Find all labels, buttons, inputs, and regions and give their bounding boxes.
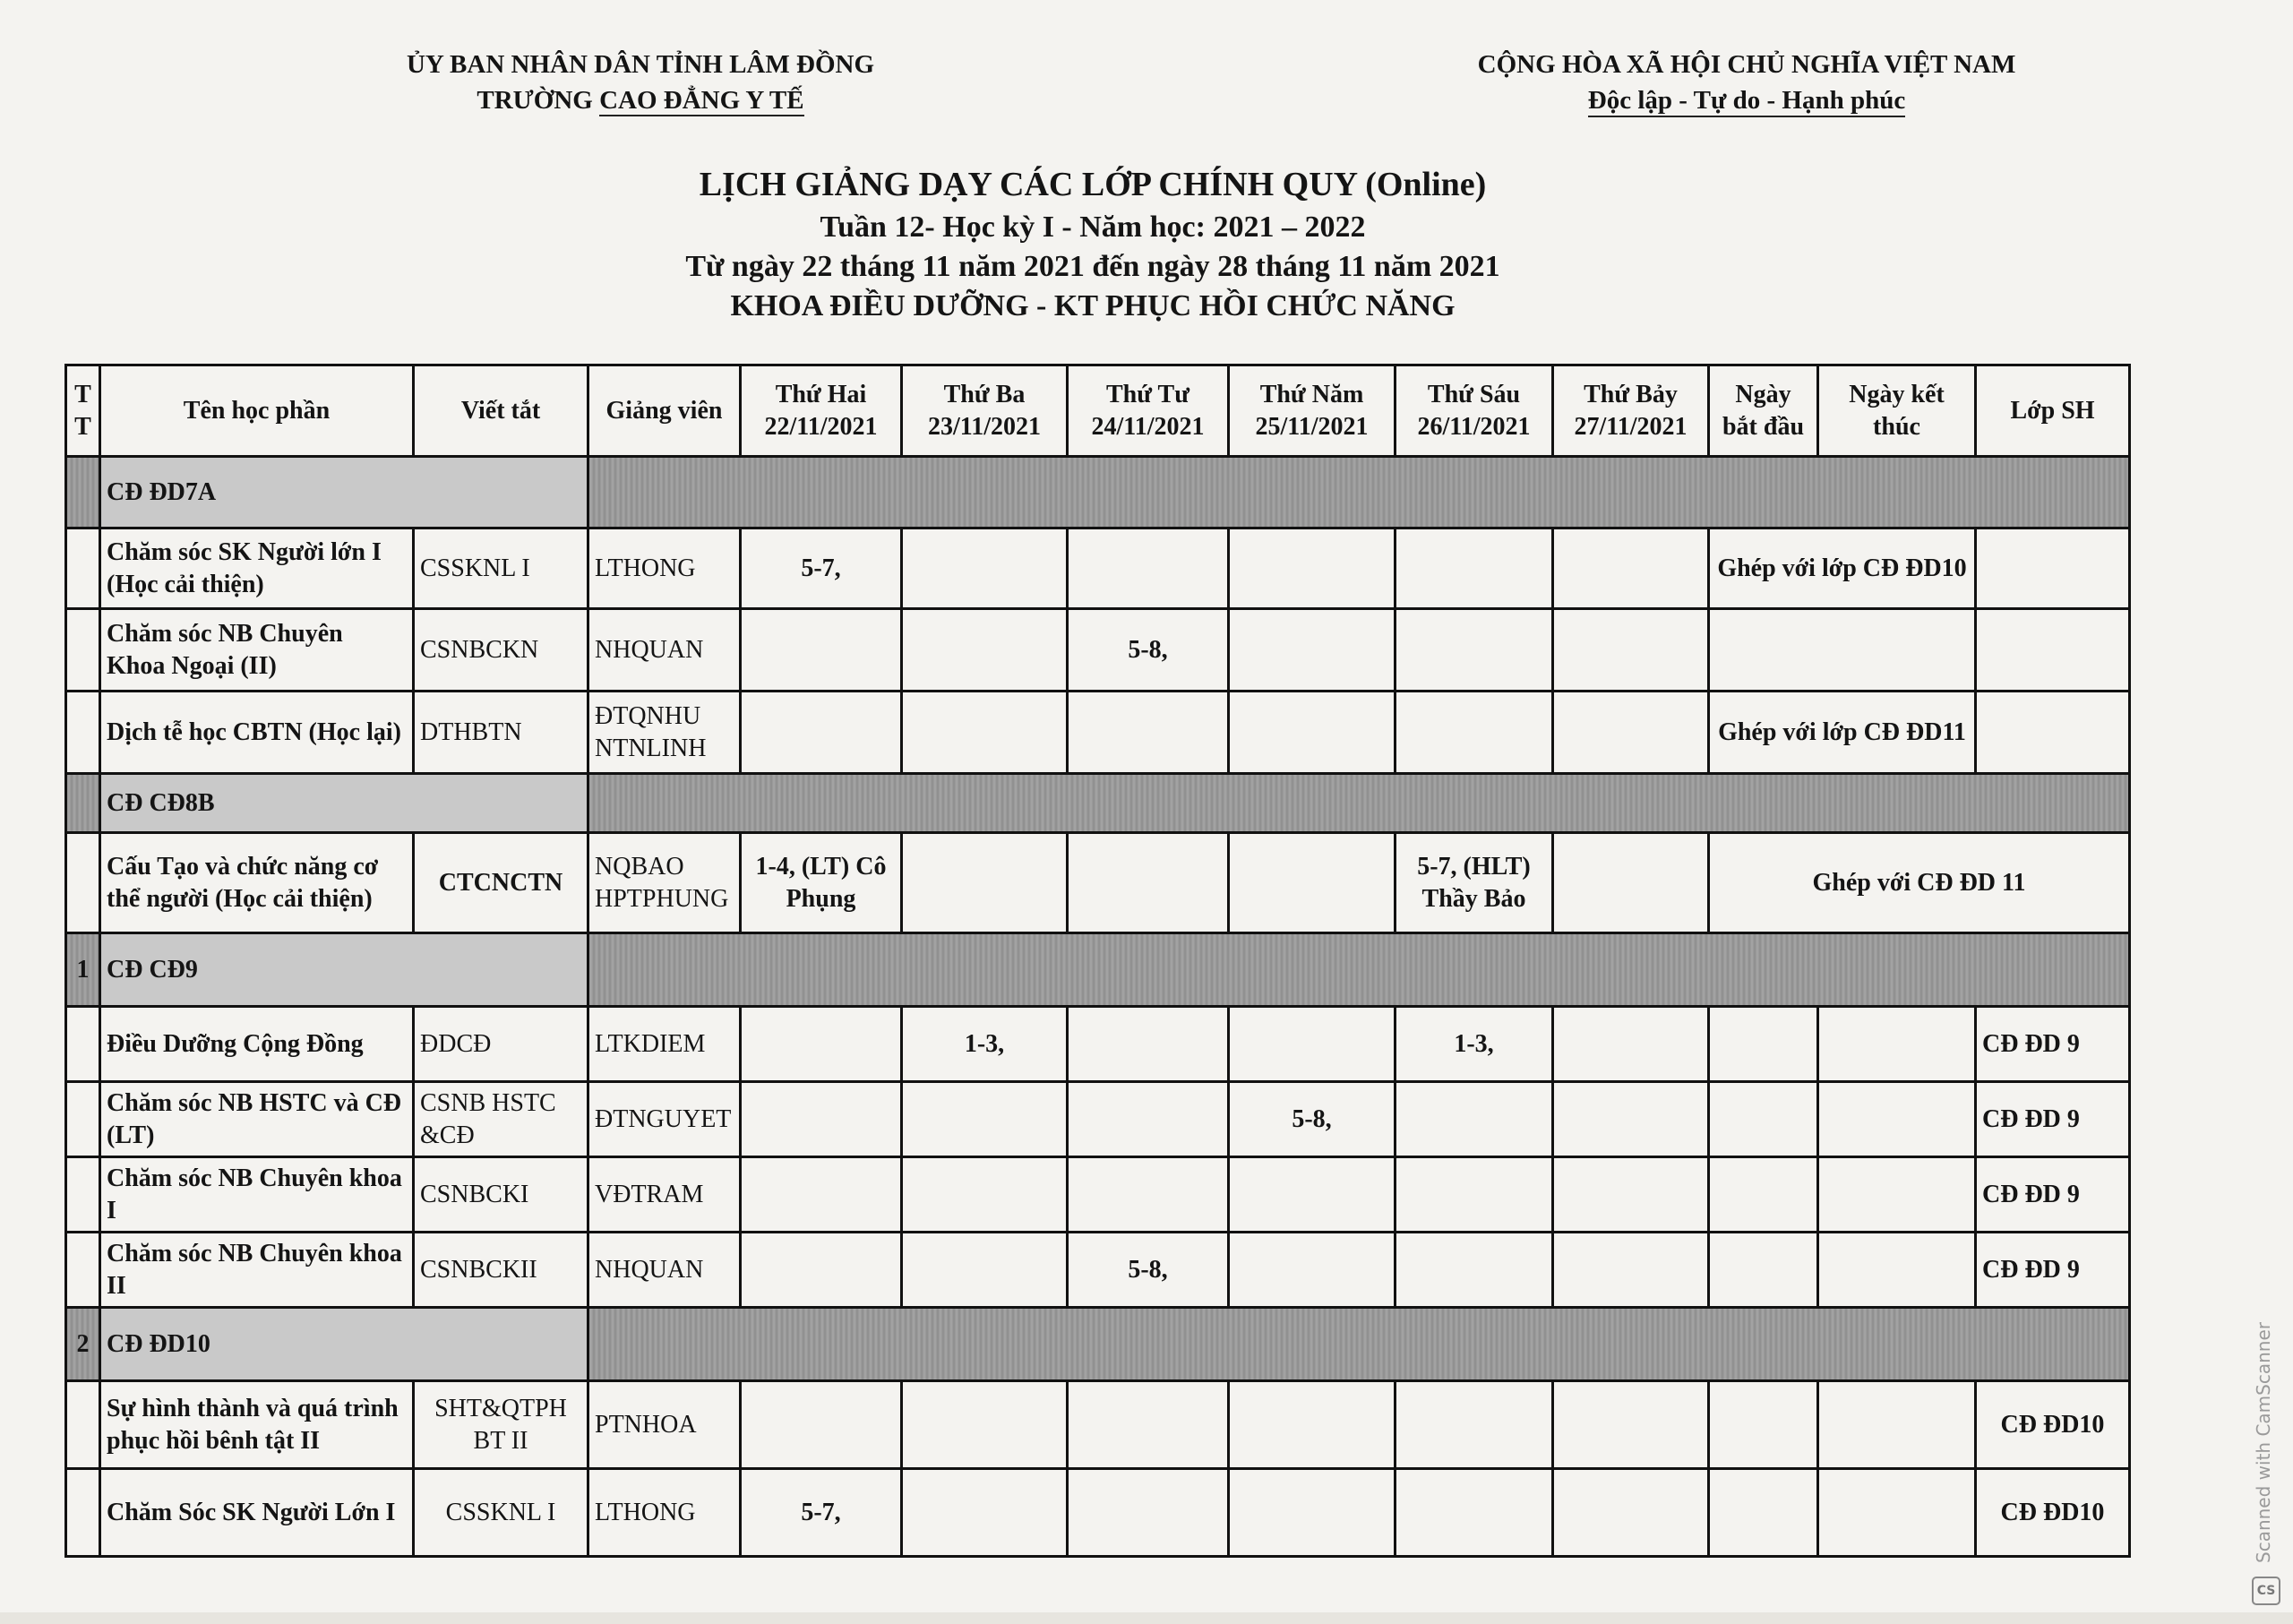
cell-wed bbox=[1068, 1469, 1229, 1557]
cell-abbr: CSNB HSTC &CĐ bbox=[414, 1082, 588, 1157]
school-name bbox=[322, 82, 958, 118]
cell-tue: 1-3, bbox=[902, 1007, 1068, 1082]
title-line2: Tuần 12- Học kỳ I - Năm học: 2021 – 2022 bbox=[820, 211, 1366, 244]
cell-wed bbox=[1068, 1157, 1229, 1233]
cell-sat bbox=[1553, 528, 1709, 609]
group-fill bbox=[588, 1308, 2130, 1381]
col-header-fri: Thứ Sáu 26/11/2021 bbox=[1396, 365, 1553, 457]
cell-course: Chăm sóc NB HSTC và CĐ (LT) bbox=[100, 1082, 414, 1157]
cell-mon bbox=[741, 1007, 902, 1082]
cell-sat bbox=[1553, 1157, 1709, 1233]
cell-sat bbox=[1553, 1233, 1709, 1308]
cell-fri: 5-7, (HLT) Thầy Bảo bbox=[1396, 833, 1553, 933]
cell-fri bbox=[1396, 1381, 1553, 1469]
cell-end bbox=[1818, 1007, 1976, 1082]
header-row bbox=[66, 365, 2130, 457]
schedule-table bbox=[64, 364, 2131, 1558]
table-row bbox=[66, 1469, 2130, 1557]
group-tt bbox=[66, 457, 100, 528]
national-header bbox=[1335, 47, 2159, 118]
cell-tue bbox=[902, 1469, 1068, 1557]
cell-class: CĐ ĐD10 bbox=[1976, 1469, 2130, 1557]
group-row bbox=[66, 1308, 2130, 1381]
cell-start bbox=[1709, 1082, 1818, 1157]
cell-end bbox=[1818, 1082, 1976, 1157]
group-row bbox=[66, 774, 2130, 833]
cell-lecturer: NQBAO HPTPHUNG bbox=[588, 833, 741, 933]
scanner-watermark: Scanned with CamScanner bbox=[2253, 1322, 2274, 1563]
national-motto: Độc lập - Tự do - Hạnh phúc bbox=[1588, 85, 1906, 117]
cell-end bbox=[1818, 1469, 1976, 1557]
cell-tue bbox=[902, 1157, 1068, 1233]
cell-course: Sự hình thành và quá trình phục hồi bênh tật II bbox=[100, 1381, 414, 1469]
cell-fri bbox=[1396, 528, 1553, 609]
table-row bbox=[66, 1233, 2130, 1308]
group-fill bbox=[588, 457, 2130, 528]
cell-thu bbox=[1229, 1233, 1396, 1308]
cell-mon bbox=[741, 1082, 902, 1157]
cell-start bbox=[1709, 1233, 1818, 1308]
cell-tt bbox=[66, 1233, 100, 1308]
cell-lecturer: ĐTNGUYET bbox=[588, 1082, 741, 1157]
cell-start bbox=[1709, 1157, 1818, 1233]
cell-sat bbox=[1553, 1007, 1709, 1082]
cell-course: Chăm sóc SK Người lớn I (Học cải thiện) bbox=[100, 528, 414, 609]
cell-course: Dịch tễ học CBTN (Học lại) bbox=[100, 692, 414, 774]
cell-merge-note: Ghép với lớp CĐ ĐD10 bbox=[1709, 528, 1976, 609]
title-line1: LỊCH GIẢNG DẠY CÁC LỚP CHÍNH QUY (Online) bbox=[699, 166, 1487, 203]
cell-wed bbox=[1068, 1082, 1229, 1157]
cell-wed bbox=[1068, 1381, 1229, 1469]
cell-wed bbox=[1068, 833, 1229, 933]
cell-lecturer: LTKDIEM bbox=[588, 1007, 741, 1082]
cell-class bbox=[1976, 692, 2130, 774]
cell-merge-note: Ghép với lớp CĐ ĐD11 bbox=[1709, 692, 1976, 774]
cell-class: CĐ ĐD 9 bbox=[1976, 1157, 2130, 1233]
cell-class: CĐ ĐD10 bbox=[1976, 1381, 2130, 1469]
table-row bbox=[66, 1381, 2130, 1469]
group-name: CĐ ĐD10 bbox=[100, 1308, 588, 1381]
cell-fri bbox=[1396, 1233, 1553, 1308]
cell-tue bbox=[902, 1082, 1068, 1157]
cell-mon bbox=[741, 1157, 902, 1233]
col-header-tue: Thứ Ba 23/11/2021 bbox=[902, 365, 1068, 457]
cell-thu bbox=[1229, 609, 1396, 692]
col-header-thu: Thứ Năm 25/11/2021 bbox=[1229, 365, 1396, 457]
cell-tt bbox=[66, 692, 100, 774]
agency-name: ỦY BAN NHÂN DÂN TỈNH LÂM ĐỒNG bbox=[406, 50, 874, 79]
cell-merge-note: Ghép với CĐ ĐD 11 bbox=[1709, 833, 2130, 933]
cell-abbr: CSNBCKI bbox=[414, 1157, 588, 1233]
camscanner-logo-icon: CS bbox=[2252, 1577, 2280, 1605]
cell-class bbox=[1976, 609, 2130, 692]
group-tt: 1 bbox=[66, 933, 100, 1007]
cell-tt bbox=[66, 833, 100, 933]
cell-lecturer: VĐTRAM bbox=[588, 1157, 741, 1233]
col-header-lecturer: Giảng viên bbox=[588, 365, 741, 457]
table-row bbox=[66, 609, 2130, 692]
cell-tt bbox=[66, 1157, 100, 1233]
table-row bbox=[66, 1082, 2130, 1157]
cell-lecturer: ĐTQNHU NTNLINH bbox=[588, 692, 741, 774]
cell-sat bbox=[1553, 1082, 1709, 1157]
col-header-wed: Thứ Tư 24/11/2021 bbox=[1068, 365, 1229, 457]
cell-mon: 5-7, bbox=[741, 1469, 902, 1557]
cell-abbr: DTHBTN bbox=[414, 692, 588, 774]
cell-tue bbox=[902, 609, 1068, 692]
cell-mon bbox=[741, 692, 902, 774]
group-row bbox=[66, 933, 2130, 1007]
cell-wed bbox=[1068, 1007, 1229, 1082]
cell-lecturer: PTNHOA bbox=[588, 1381, 741, 1469]
cell-mon: 1-4, (LT) Cô Phụng bbox=[741, 833, 902, 933]
cell-sat bbox=[1553, 1469, 1709, 1557]
cell-thu bbox=[1229, 1007, 1396, 1082]
document-title bbox=[430, 161, 1756, 326]
cell-tue bbox=[902, 528, 1068, 609]
cell-course: Điều Dưỡng Cộng Đồng bbox=[100, 1007, 414, 1082]
cell-abbr: CSSKNL I bbox=[414, 528, 588, 609]
cell-course: Chăm sóc NB Chuyên khoa II bbox=[100, 1233, 414, 1308]
col-header-abbr: Viết tắt bbox=[414, 365, 588, 457]
agency-header bbox=[322, 47, 958, 118]
cell-course: Cấu Tạo và chức năng cơ thể người (Học cải thiện) bbox=[100, 833, 414, 933]
cell-wed: 5-8, bbox=[1068, 609, 1229, 692]
col-header-mon: Thứ Hai 22/11/2021 bbox=[741, 365, 902, 457]
cell-end bbox=[1818, 1157, 1976, 1233]
cell-wed bbox=[1068, 692, 1229, 774]
cell-wed bbox=[1068, 528, 1229, 609]
cell-class: CĐ ĐD 9 bbox=[1976, 1233, 2130, 1308]
cell-course: Chăm Sóc SK Người Lớn I bbox=[100, 1469, 414, 1557]
cell-sat bbox=[1553, 609, 1709, 692]
col-header-tt: T T bbox=[66, 365, 100, 457]
cell-mon bbox=[741, 609, 902, 692]
cell-tt bbox=[66, 1007, 100, 1082]
group-name: CĐ ĐD7A bbox=[100, 457, 588, 528]
table-row bbox=[66, 833, 2130, 933]
cell-mon bbox=[741, 1381, 902, 1469]
cell-tt bbox=[66, 1082, 100, 1157]
page-bottom-edge bbox=[0, 1612, 2293, 1624]
cell-abbr: CSSKNL I bbox=[414, 1469, 588, 1557]
cell-thu bbox=[1229, 833, 1396, 933]
cell-wed: 5-8, bbox=[1068, 1233, 1229, 1308]
cell-abbr: SHT&QTPH BT II bbox=[414, 1381, 588, 1469]
cell-tue bbox=[902, 1233, 1068, 1308]
school-name-underlined: CAO ĐẲNG Y TẾ bbox=[599, 86, 804, 115]
cell-sat bbox=[1553, 833, 1709, 933]
cell-course: Chăm sóc NB Chuyên khoa I bbox=[100, 1157, 414, 1233]
col-header-start: Ngày bắt đầu bbox=[1709, 365, 1818, 457]
cell-tue bbox=[902, 1381, 1068, 1469]
table-row bbox=[66, 692, 2130, 774]
cell-tue bbox=[902, 833, 1068, 933]
group-fill bbox=[588, 774, 2130, 833]
cell-thu: 5-8, bbox=[1229, 1082, 1396, 1157]
cell-start bbox=[1709, 1469, 1818, 1557]
table-row bbox=[66, 528, 2130, 609]
cell-start bbox=[1709, 1381, 1818, 1469]
group-tt: 2 bbox=[66, 1308, 100, 1381]
cell-lecturer: NHQUAN bbox=[588, 609, 741, 692]
cell-fri bbox=[1396, 1469, 1553, 1557]
cell-thu bbox=[1229, 1381, 1396, 1469]
school-prefix: TRƯỜNG bbox=[477, 86, 593, 115]
cell-abbr: CSNBCKII bbox=[414, 1233, 588, 1308]
cell-fri bbox=[1396, 1157, 1553, 1233]
cell-abbr: CTCNCTN bbox=[414, 833, 588, 933]
cell-class: CĐ ĐD 9 bbox=[1976, 1082, 2130, 1157]
table-row bbox=[66, 1157, 2130, 1233]
cell-mon: 5-7, bbox=[741, 528, 902, 609]
cell-end bbox=[1818, 1381, 1976, 1469]
cell-tt bbox=[66, 1469, 100, 1557]
cell-tt bbox=[66, 609, 100, 692]
group-row bbox=[66, 457, 2130, 528]
cell-course: Chăm sóc NB Chuyên Khoa Ngoại (II) bbox=[100, 609, 414, 692]
cell-abbr: CSNBCKN bbox=[414, 609, 588, 692]
cell-merge-note bbox=[1709, 609, 1976, 692]
cell-lecturer: LTHONG bbox=[588, 1469, 741, 1557]
table-row bbox=[66, 1007, 2130, 1082]
title-line4: KHOA ĐIỀU DƯỠNG - KT PHỤC HỒI CHỨC NĂNG bbox=[730, 289, 1456, 322]
cell-lecturer: LTHONG bbox=[588, 528, 741, 609]
group-name: CĐ CĐ8B bbox=[100, 774, 588, 833]
cell-sat bbox=[1553, 1381, 1709, 1469]
group-fill bbox=[588, 933, 2130, 1007]
cell-fri bbox=[1396, 1082, 1553, 1157]
cell-tt bbox=[66, 528, 100, 609]
cell-end bbox=[1818, 1233, 1976, 1308]
cell-class: CĐ ĐD 9 bbox=[1976, 1007, 2130, 1082]
cell-fri bbox=[1396, 609, 1553, 692]
cell-thu bbox=[1229, 528, 1396, 609]
col-header-class: Lớp SH bbox=[1976, 365, 2130, 457]
group-tt bbox=[66, 774, 100, 833]
cell-lecturer: NHQUAN bbox=[588, 1233, 741, 1308]
cell-start bbox=[1709, 1007, 1818, 1082]
col-header-course: Tên học phần bbox=[100, 365, 414, 457]
cell-abbr: ĐDCĐ bbox=[414, 1007, 588, 1082]
cell-mon bbox=[741, 1233, 902, 1308]
cell-class bbox=[1976, 528, 2130, 609]
cell-thu bbox=[1229, 1157, 1396, 1233]
cell-thu bbox=[1229, 1469, 1396, 1557]
cell-fri bbox=[1396, 692, 1553, 774]
title-line3: Từ ngày 22 tháng 11 năm 2021 đến ngày 28 tháng 11 năm 2021 bbox=[685, 250, 1500, 283]
cell-sat bbox=[1553, 692, 1709, 774]
cell-tue bbox=[902, 692, 1068, 774]
national-title: CỘNG HÒA XÃ HỘI CHỦ NGHĨA VIỆT NAM bbox=[1477, 50, 2016, 79]
cell-tt bbox=[66, 1381, 100, 1469]
group-name: CĐ CĐ9 bbox=[100, 933, 588, 1007]
cell-thu bbox=[1229, 692, 1396, 774]
col-header-sat: Thứ Bảy 27/11/2021 bbox=[1553, 365, 1709, 457]
cell-fri: 1-3, bbox=[1396, 1007, 1553, 1082]
col-header-end: Ngày kết thúc bbox=[1818, 365, 1976, 457]
